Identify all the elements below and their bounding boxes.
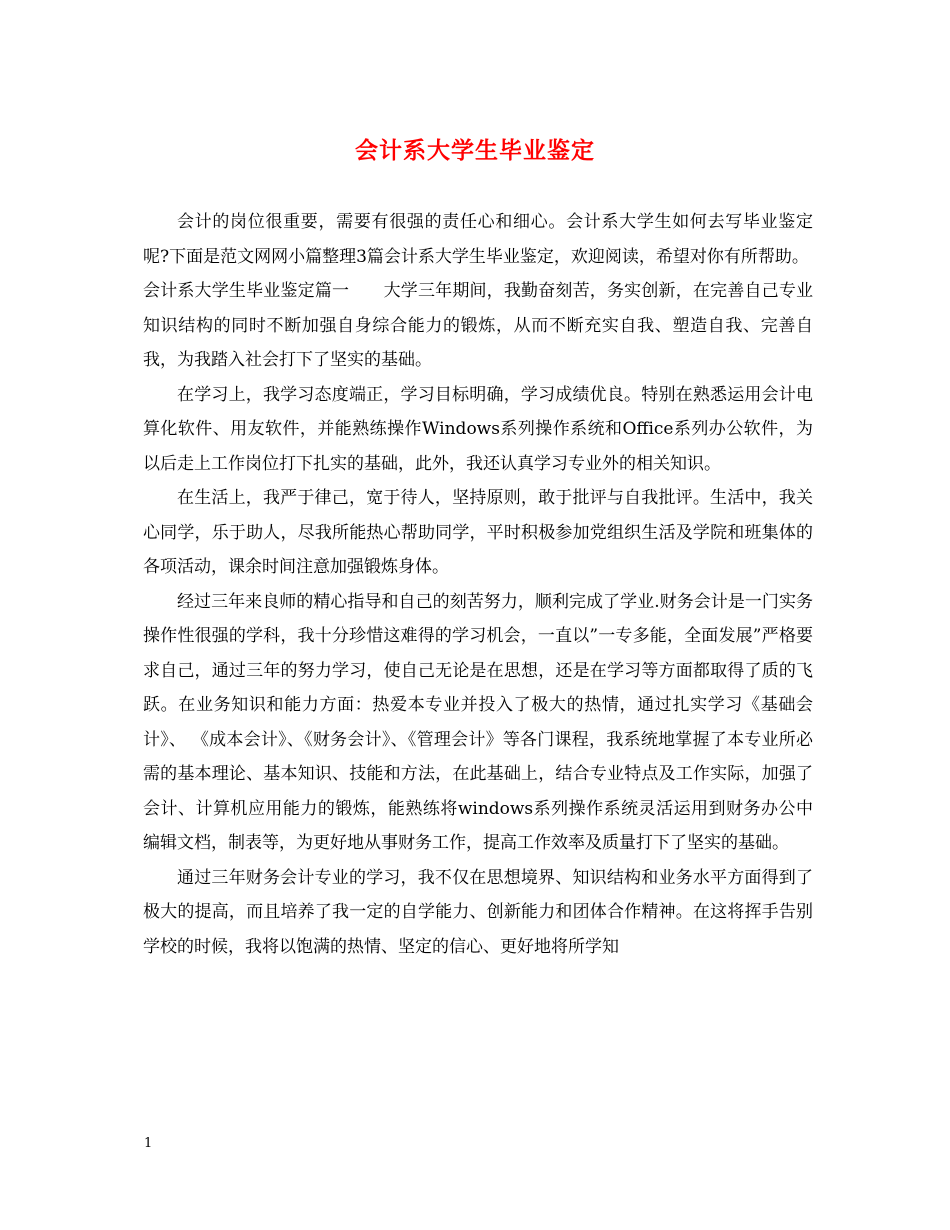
paragraph-conclusion: 通过三年财务会计专业的学习，我不仅在思想境界、知识结构和业务水平方面得到了极大的提高，而且培养了我一定的自学能力、创新能力和团体合作精神。在这将挥手告别学校的时候，我将以饱满的热情、坚定的信心、更好地将所学知 (143, 867, 813, 957)
paragraph-achievements: 经过三年来良师的精心指导和自己的刻苦努力，顺利完成了学业.财务会计是一门实务操作性很强的学科，我十分珍惜这难得的学习机会，一直以”一专多能，全面发展”严格要求自己，通过三年的努力学习，使自己无论是在思想，还是在学习等方面都取得了质的飞跃。在业务知识和能力方面：热爱本专业并投入了极大的热情，通过扎实学习《基础会计》、 《成本会计》、《财务会计》、《管理会计》等各门课程，我系统地掌握了本专业所必需的基本理论、基本知识、技能和方法，在此基础上，结合专业特点及工作实际，加强了会计、计算机应用能力的锻炼，能熟练将windows系列操作系统灵活运用到财务办公中编辑文档，制表等，为更好地从事财务工作，提高工作效率及质量打下了坚实的基础。 (143, 591, 813, 853)
paragraph-section-heading: 会计系大学生毕业鉴定篇一 大学三年期间，我勤奋刻苦，务实创新，在完善自己专业知识结构的同时不断加强自身综合能力的锻炼，从而不断充实自我、塑造自我、完善自我，为我踏入社会打下了坚实的基础。 (143, 281, 813, 370)
document-title: 会计系大学生毕业鉴定 (355, 137, 595, 164)
paragraph-life: 在生活上，我严于律己，宽于待人，坚持原则，敢于批评与自我批评。生活中，我关心同学，乐于助人，尽我所能热心帮助同学，平时积极参加党组织生活及学院和班集体的各项活动，课余时间注意加强锻炼身体。 (143, 488, 813, 577)
paragraph-study: 在学习上，我学习态度端正，学习目标明确，学习成绩优良。特别在熟悉运用会计电算化软件、用友软件，并能熟练操作Windows系列操作系统和Office系列办公软件，为以后走上工作岗位打下扎实的基础，此外，我还认真学习专业外的相关知识。 (143, 384, 813, 474)
paragraph-intro: 会计的岗位很重要，需要有很强的责任心和细心。会计系大学生如何去写毕业鉴定呢?下面是范文网网小篇整理3篇会计系大学生毕业鉴定，欢迎阅读，希望对你有所帮助。 (143, 212, 813, 267)
document-body (143, 205, 813, 964)
page-number: 1 (144, 1136, 153, 1151)
